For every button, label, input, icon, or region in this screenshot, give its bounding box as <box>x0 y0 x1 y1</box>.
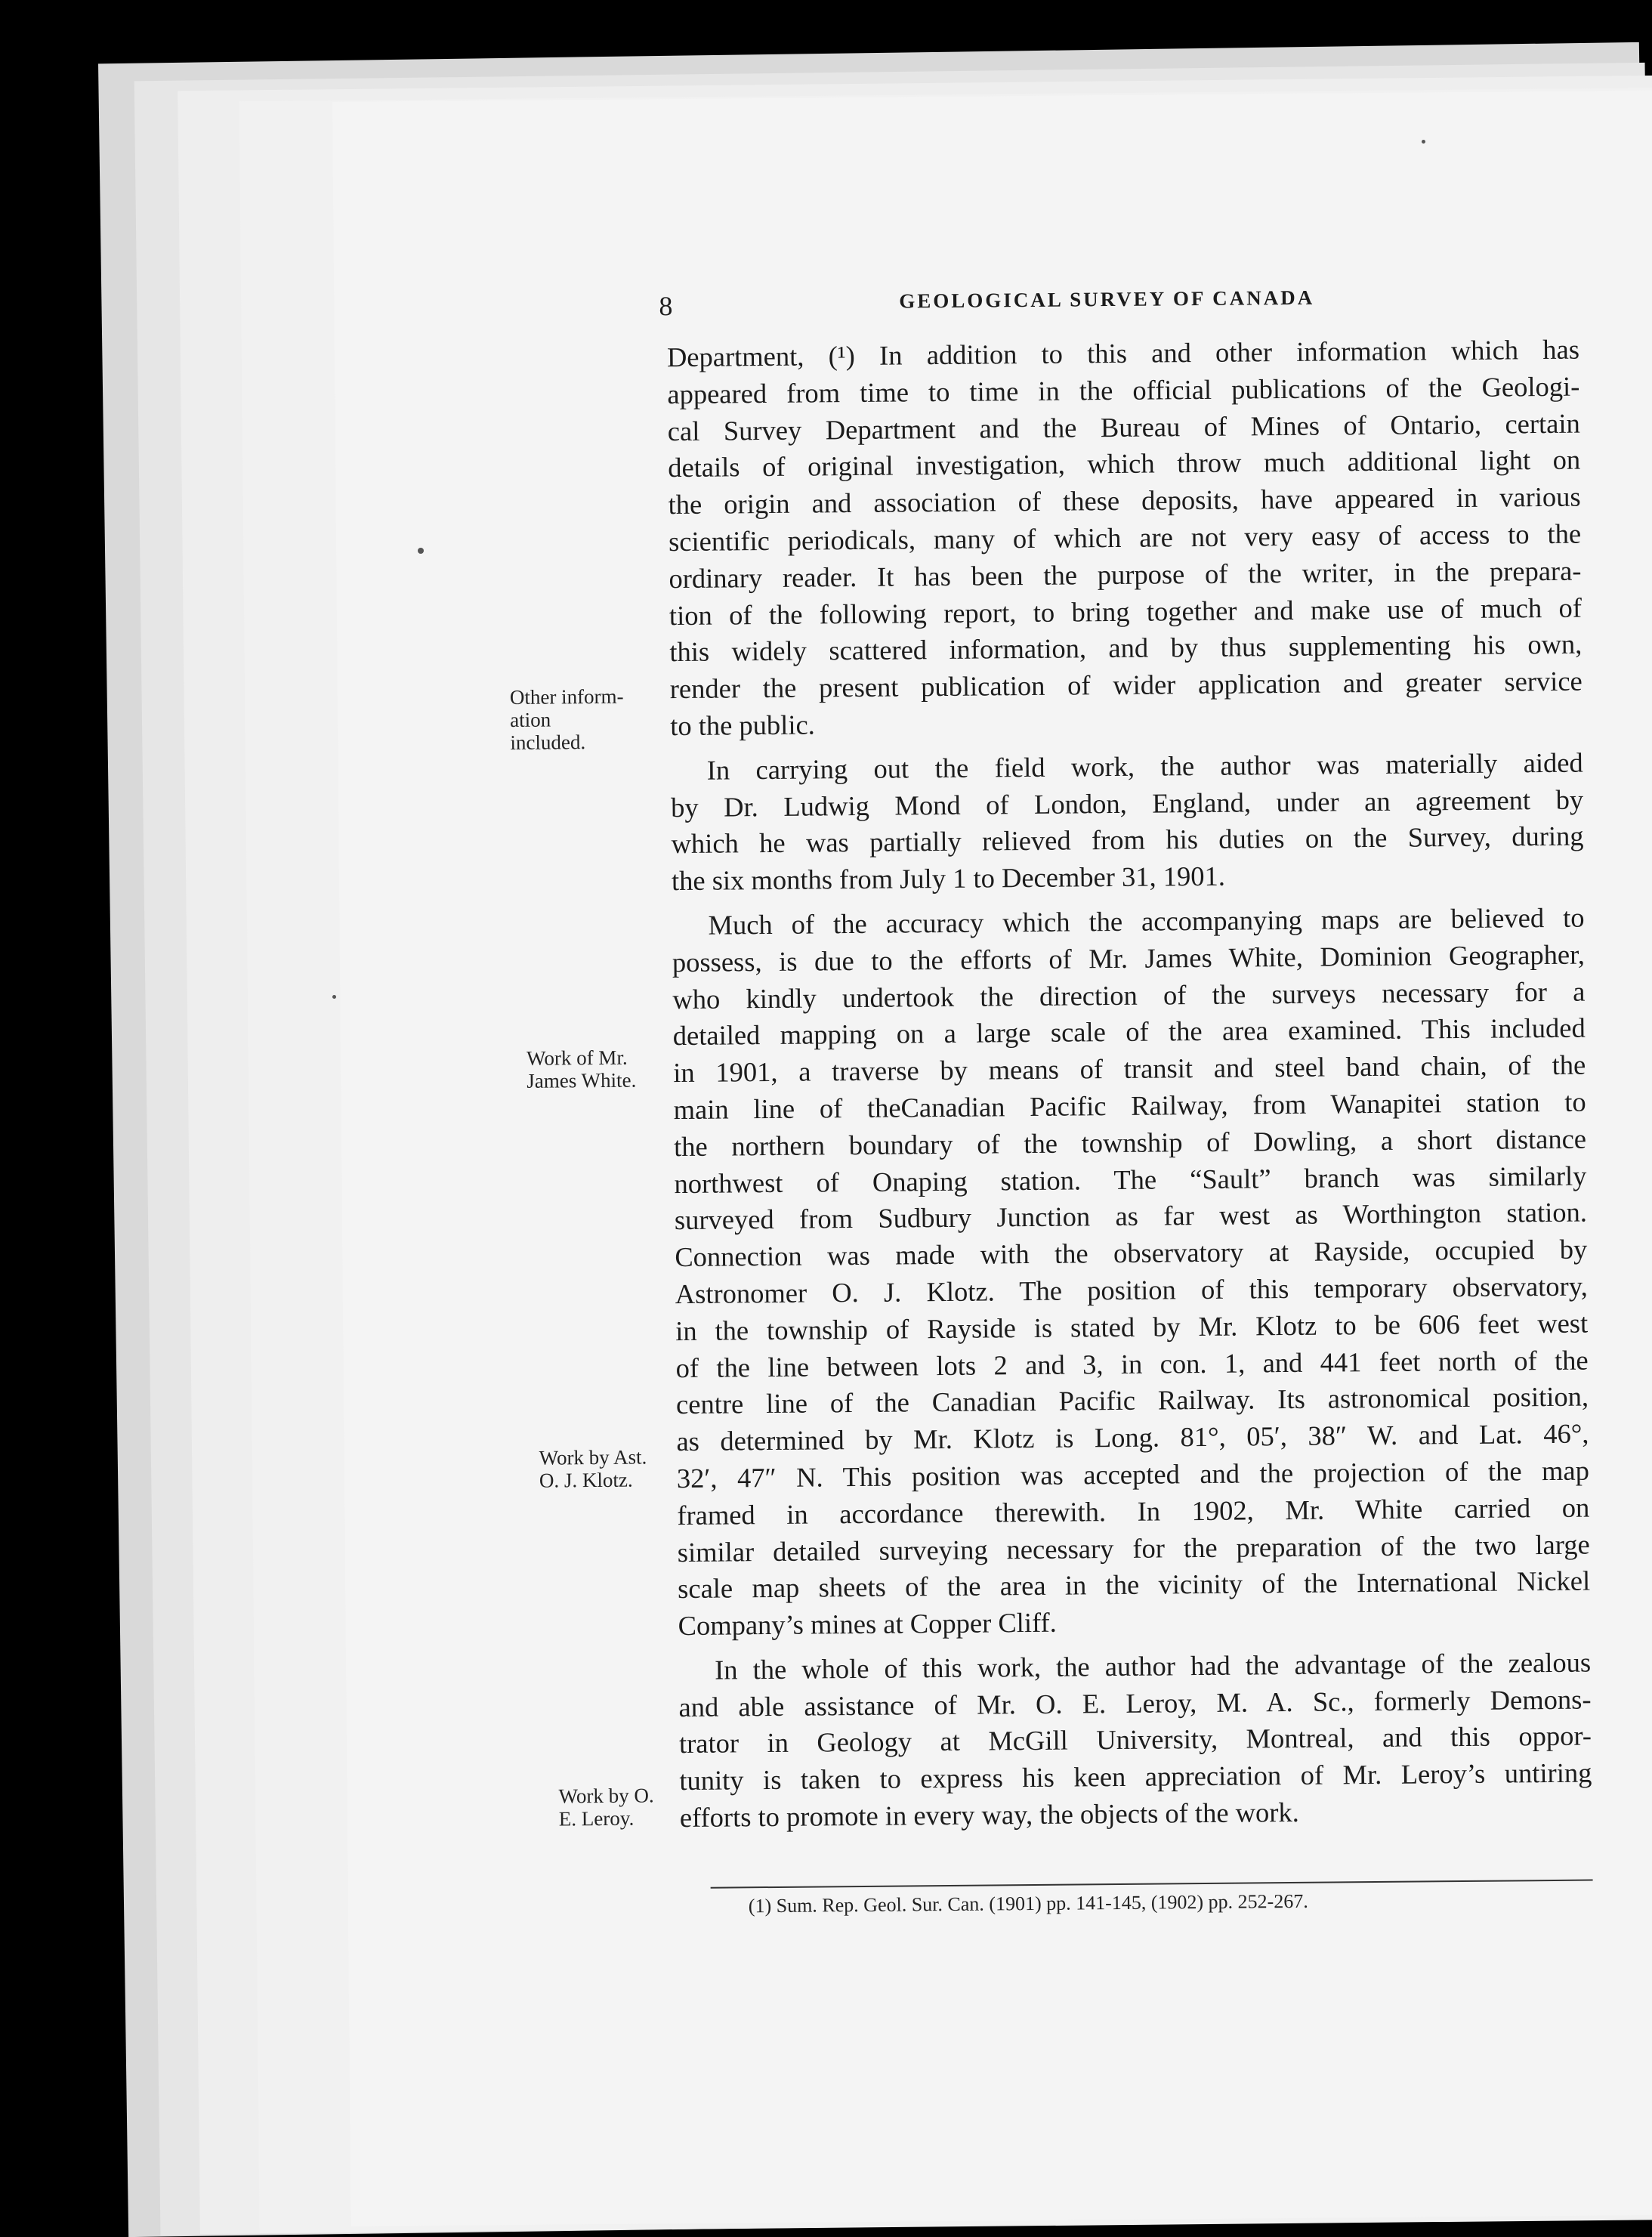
margin-note-line: Work by O. <box>558 1784 654 1808</box>
scan-speck <box>1422 140 1425 144</box>
text-line: Astronomer O. J. Klotz. The position of this temporary observatory, <box>675 1270 1588 1310</box>
paragraph <box>671 744 1585 900</box>
margin-note-line: included. <box>510 731 586 754</box>
text-line: as determined by Mr. Klotz is Long. 81°, 05′, 38″ W. and Lat. 46°, <box>676 1417 1589 1457</box>
footnote-rule <box>711 1880 1593 1889</box>
text-line: the northern boundary of the township of Dowling, a short distance <box>673 1123 1587 1162</box>
text-line: 32′, 47″ N. This position was accepted and the projection of the map <box>676 1454 1590 1494</box>
text-line: the six months from July 1 to December 31, 1901. <box>671 860 1226 897</box>
running-title: GEOLOGICAL SURVEY OF CANADA <box>899 286 1315 313</box>
running-head <box>332 91 1652 329</box>
text-line: who kindly undertook the direction of the surveys necessary for a <box>672 975 1586 1015</box>
margin-note-line: Other inform- <box>509 684 624 709</box>
margin-note-line: E. Leroy. <box>558 1806 635 1831</box>
text-line: In the whole of this work, the author had the advantage of the zealous <box>714 1646 1592 1685</box>
text-line: scientific periodicals, many of which are not very easy of access to the <box>668 518 1582 558</box>
scan-speck <box>418 548 424 554</box>
text-line: tion of the following report, to bring together and make use of much of <box>669 592 1583 631</box>
text-line: appeared from time to time in the official publications of the Geologi- <box>667 370 1580 409</box>
text-line: centre line of the Canadian Pacific Railway. Its astronomical position, <box>675 1380 1589 1420</box>
paragraph <box>672 900 1590 1645</box>
book-page <box>332 91 1652 2226</box>
scan-speck <box>332 995 336 999</box>
page-number: 8 <box>659 291 673 322</box>
paragraph <box>678 1644 1592 1837</box>
text-line: details of original investigation, which throw much additional light on <box>668 443 1581 484</box>
text-line: similar detailed surveying necessary for the preparation of the two large <box>677 1528 1590 1568</box>
text-line: scale map sheets of the area in the vicinity of the International Nickel <box>678 1565 1591 1605</box>
text-line: render the present publication of wider application and greater service <box>669 665 1583 705</box>
text-line: tunity is taken to express his keen appreciation of Mr. Leroy’s untiring <box>679 1757 1592 1797</box>
text-line: main line of theCanadian Pacific Railway, from Wanapitei station to <box>673 1086 1586 1126</box>
text-line: which he was partially relieved from his duties on the Survey, during <box>671 820 1584 860</box>
text-line: surveyed from Sudbury Junction as far west as Worthington station. <box>674 1196 1588 1236</box>
margin-note-line: Work by Ast. <box>539 1445 647 1469</box>
text-line: efforts to promote in every way, the objects of the work. <box>679 1796 1299 1834</box>
text-line: Connection was made with the observatory at Rayside, occupied by <box>675 1233 1588 1273</box>
text-line: cal Survey Department and the Bureau of Mines of Ontario, certain <box>667 407 1580 446</box>
margin-note-line: O. J. Klotz. <box>539 1468 633 1492</box>
text-line: in the township of Rayside is stated by Mr. Klotz to be 606 feet west <box>675 1307 1589 1346</box>
margin-note-work-by-klotz <box>539 1445 647 1491</box>
text-line: the origin and association of these deposits, have appeared in various <box>668 480 1581 521</box>
margin-note-line: Work of Mr. <box>526 1046 628 1070</box>
text-line: Department, (¹) In addition to this and other information which has <box>666 333 1580 373</box>
text-line: to the public. <box>670 709 815 742</box>
text-line: framed in accordance therewith. In 1902, Mr. White carried on <box>677 1491 1590 1531</box>
text-line: Much of the accuracy which the accompanying maps are believed to <box>708 901 1585 941</box>
text-line: Company’s mines at Copper Cliff. <box>678 1606 1057 1642</box>
text-line: and able assistance of Mr. O. E. Leroy, M. A. Sc., formerly Demons- <box>678 1683 1592 1723</box>
margin-note-other-information <box>510 685 624 754</box>
text-line: in 1901, a traverse by means of transit and steel band chain, of the <box>673 1049 1586 1089</box>
text-line: In carrying out the field work, the author was materially aided <box>706 746 1583 786</box>
paragraph <box>667 332 1583 745</box>
text-line: trator in Geology at McGill University, Montreal, and this oppor- <box>678 1720 1592 1760</box>
text-line: detailed mapping on a large scale of the area examined. This included <box>672 1012 1586 1052</box>
text-line: of the line between lots 2 and 3, in con. 1, and 441 feet north of the <box>675 1344 1589 1383</box>
body-text <box>667 332 1592 1844</box>
text-line: possess, is due to the efforts of Mr. James White, Dominion Geographer, <box>672 938 1586 978</box>
text-line: ordinary reader. It has been the purpose of the writer, in the prepara- <box>669 555 1582 594</box>
text-line: by Dr. Ludwig Mond of London, England, under an agreement by <box>670 783 1584 823</box>
margin-note-work-by-leroy <box>558 1784 654 1830</box>
text-line: northwest of Onaping station. The “Sault” branch was similarly <box>674 1160 1587 1199</box>
margin-note-line: James White. <box>526 1068 637 1092</box>
margin-note-line: ation <box>510 708 551 731</box>
text-line: this widely scattered information, and by thus supplementing his own, <box>669 628 1583 668</box>
margin-note-work-of-white <box>526 1046 636 1092</box>
footnote: (1) Sum. Rep. Geol. Sur. Can. (1901) pp. 141-145, (1902) pp. 252-267. <box>748 1889 1308 1917</box>
